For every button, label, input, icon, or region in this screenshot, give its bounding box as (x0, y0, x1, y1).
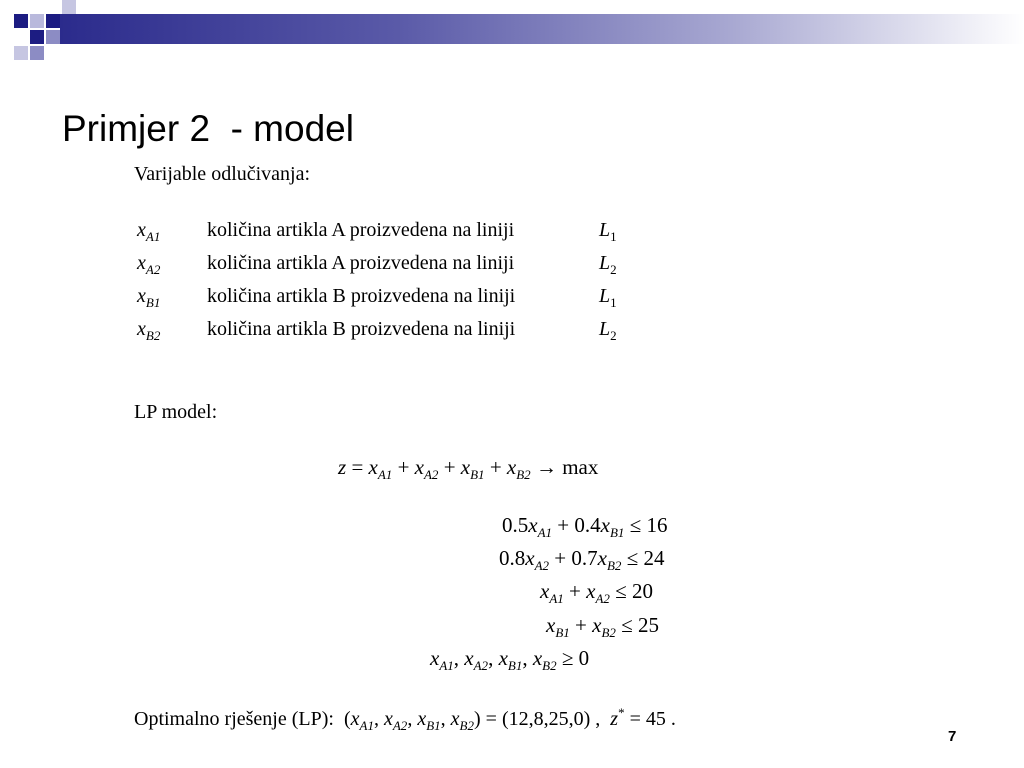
section-heading-model: LP model: (134, 401, 218, 423)
line-symbol: $L_2$ (599, 252, 617, 277)
variable-symbol: $x_{B2}$ (137, 318, 161, 343)
decor-square (30, 46, 44, 60)
constraint-row: $x_{A1} + x_{A2} \le 20$ (540, 579, 653, 606)
section-heading-variables: Varijable odlučivanja: (134, 163, 311, 185)
nonnegativity-constraint: $x_{A1}$, $x_{A2}$, $x_{B1}$, $x_{B2} \ge 0$ (430, 646, 590, 673)
decor-square (62, 0, 76, 14)
decor-square (14, 46, 28, 60)
header-gradient-bar (60, 14, 1024, 44)
variable-description: količina artikla B proizvedena na liniji (207, 318, 516, 340)
decor-square (30, 30, 44, 44)
optimal-solution: Optimalno rješenje (LP): ($x_{A1}$, $x_{A2}$, $x_{B1}$, $x_{B2}) = (12,8,25,0)$ , z* = 45 . (134, 705, 676, 733)
line-symbol: $L_2$ (599, 318, 617, 343)
decor-square (46, 14, 60, 28)
page-number: 7 (948, 728, 957, 745)
variable-description: količina artikla A proizvedena na liniji (207, 252, 515, 274)
line-symbol: $L_1$ (599, 219, 617, 244)
variable-description: količina artikla A proizvedena na liniji (207, 219, 515, 241)
decor-square (46, 30, 60, 44)
line-symbol: $L_1$ (599, 285, 617, 310)
variable-symbol: $x_{A1}$ (137, 219, 161, 244)
objective-function: $z = x_{A1} + x_{A2} + x_{B1} + x_{B2} \to \max$ (338, 455, 599, 482)
slide-title: Primjer 2 - model (62, 108, 354, 149)
variable-description: količina artikla B proizvedena na liniji (207, 285, 516, 307)
decor-square (30, 14, 44, 28)
variable-symbol: $x_{A2}$ (137, 252, 161, 277)
constraint-row: $x_{B1} + x_{B2} \le 25$ (546, 613, 659, 640)
decor-square (14, 14, 28, 28)
variable-symbol: $x_{B1}$ (137, 285, 161, 310)
constraint-row: $0.5x_{A1} + 0.4x_{B1} \le 16$ (502, 513, 668, 540)
constraint-row: $0.8x_{A2} + 0.7x_{B2} \le 24$ (499, 546, 665, 573)
